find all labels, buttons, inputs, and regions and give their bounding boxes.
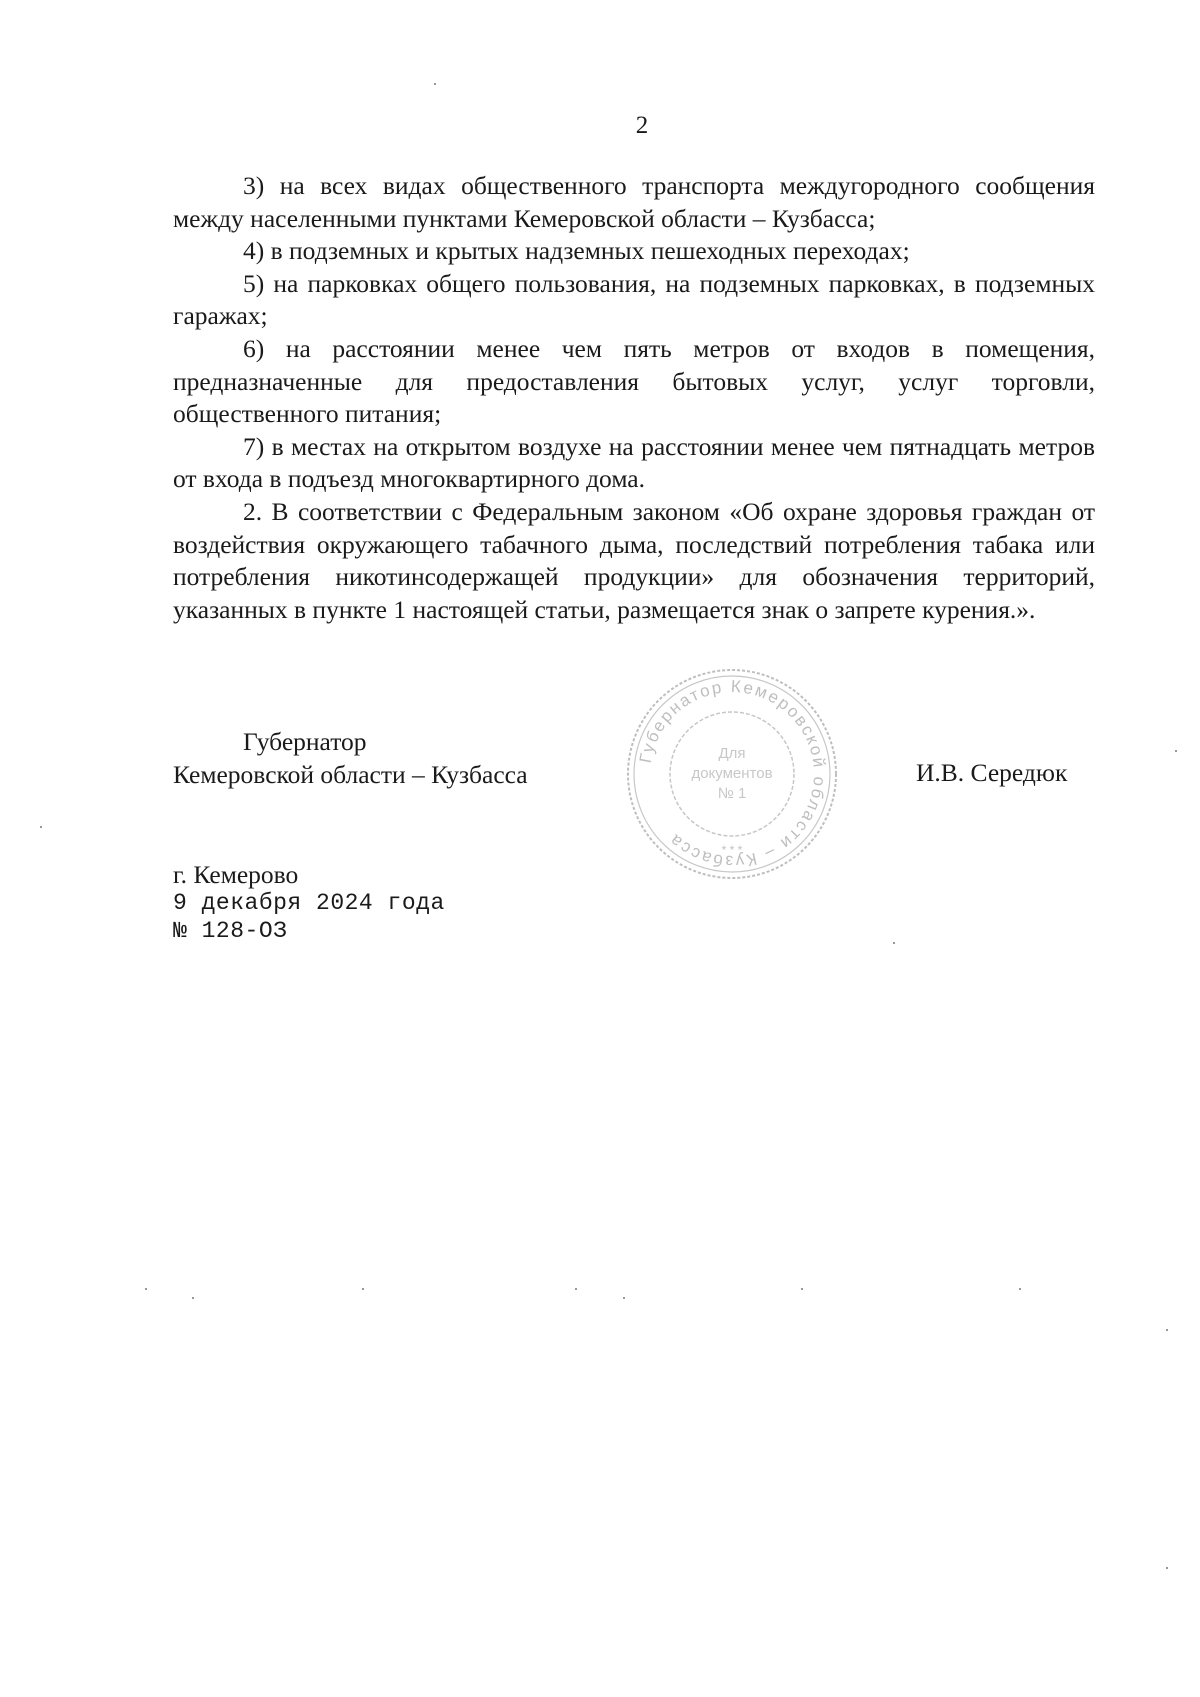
svg-text:документов: документов xyxy=(691,765,773,782)
official-seal-stamp xyxy=(622,664,842,884)
scan-speck xyxy=(1175,750,1177,752)
issue-city: г. Кемерово xyxy=(173,860,299,889)
signature-title: Губернатор xyxy=(243,727,367,756)
scan-speck xyxy=(1019,1288,1021,1290)
seal-outer-text: Губернатор Кемеровской области – Кузбасса xyxy=(635,676,830,872)
scan-speck xyxy=(1166,1329,1168,1331)
scan-speck xyxy=(362,1288,364,1290)
document-number: № 128-ОЗ xyxy=(173,918,288,944)
svg-text:Для: Для xyxy=(718,745,746,762)
scan-speck xyxy=(575,1288,577,1290)
scan-speck xyxy=(623,1297,625,1299)
signature-role xyxy=(173,725,528,791)
document-body xyxy=(173,170,1095,626)
clause-2-paragraph: 2. В соответствии с Федеральным законом «Об охране здоровья граждан от воздействия окружающего табачного дыма, последствий потребления табака или потребления никотинсодержащей продукции» для обозначения территорий, указанных в пункте 1 настоящей статьи, размещается знак о запрете курения.». xyxy=(173,496,1095,624)
svg-text:№ 1: № 1 xyxy=(717,785,747,802)
svg-text:* * *: * * * xyxy=(721,843,743,857)
list-item-7: 7) в местах на открытом воздухе на расстоянии менее чем пятнадцать метров от входа в подъезд многоквартирного дома. xyxy=(173,431,1095,494)
signature-region: Кемеровской области – Кузбасса xyxy=(173,760,528,789)
scan-speck xyxy=(40,826,42,828)
scan-speck xyxy=(801,1288,803,1290)
scan-speck xyxy=(145,1288,147,1290)
issue-date: 9 декабря 2024 года xyxy=(173,890,445,916)
list-item-6: 6) на расстоянии менее чем пять метров от входов в помещения, предназначенные для предоставления бытовых услуг, услуг торговли, общественного питания; xyxy=(173,333,1095,429)
list-item-5: 5) на парковках общего пользования, на подземных парковках, в подземных гаражах; xyxy=(173,268,1095,331)
scan-speck xyxy=(434,83,436,85)
scan-speck xyxy=(893,942,895,944)
list-item-3: 3) на всех видах общественного транспорта междугородного сообщения между населенными пунктами Кемеровской области – Кузбасса; xyxy=(173,171,1095,233)
signatory-name: И.В. Середюк xyxy=(916,758,1068,787)
scan-speck xyxy=(1166,1567,1168,1569)
scan-speck xyxy=(192,1297,194,1299)
page-number: 2 xyxy=(635,112,649,139)
list-item-4: 4) в подземных и крытых надземных пешеходных переходах; xyxy=(243,236,910,266)
